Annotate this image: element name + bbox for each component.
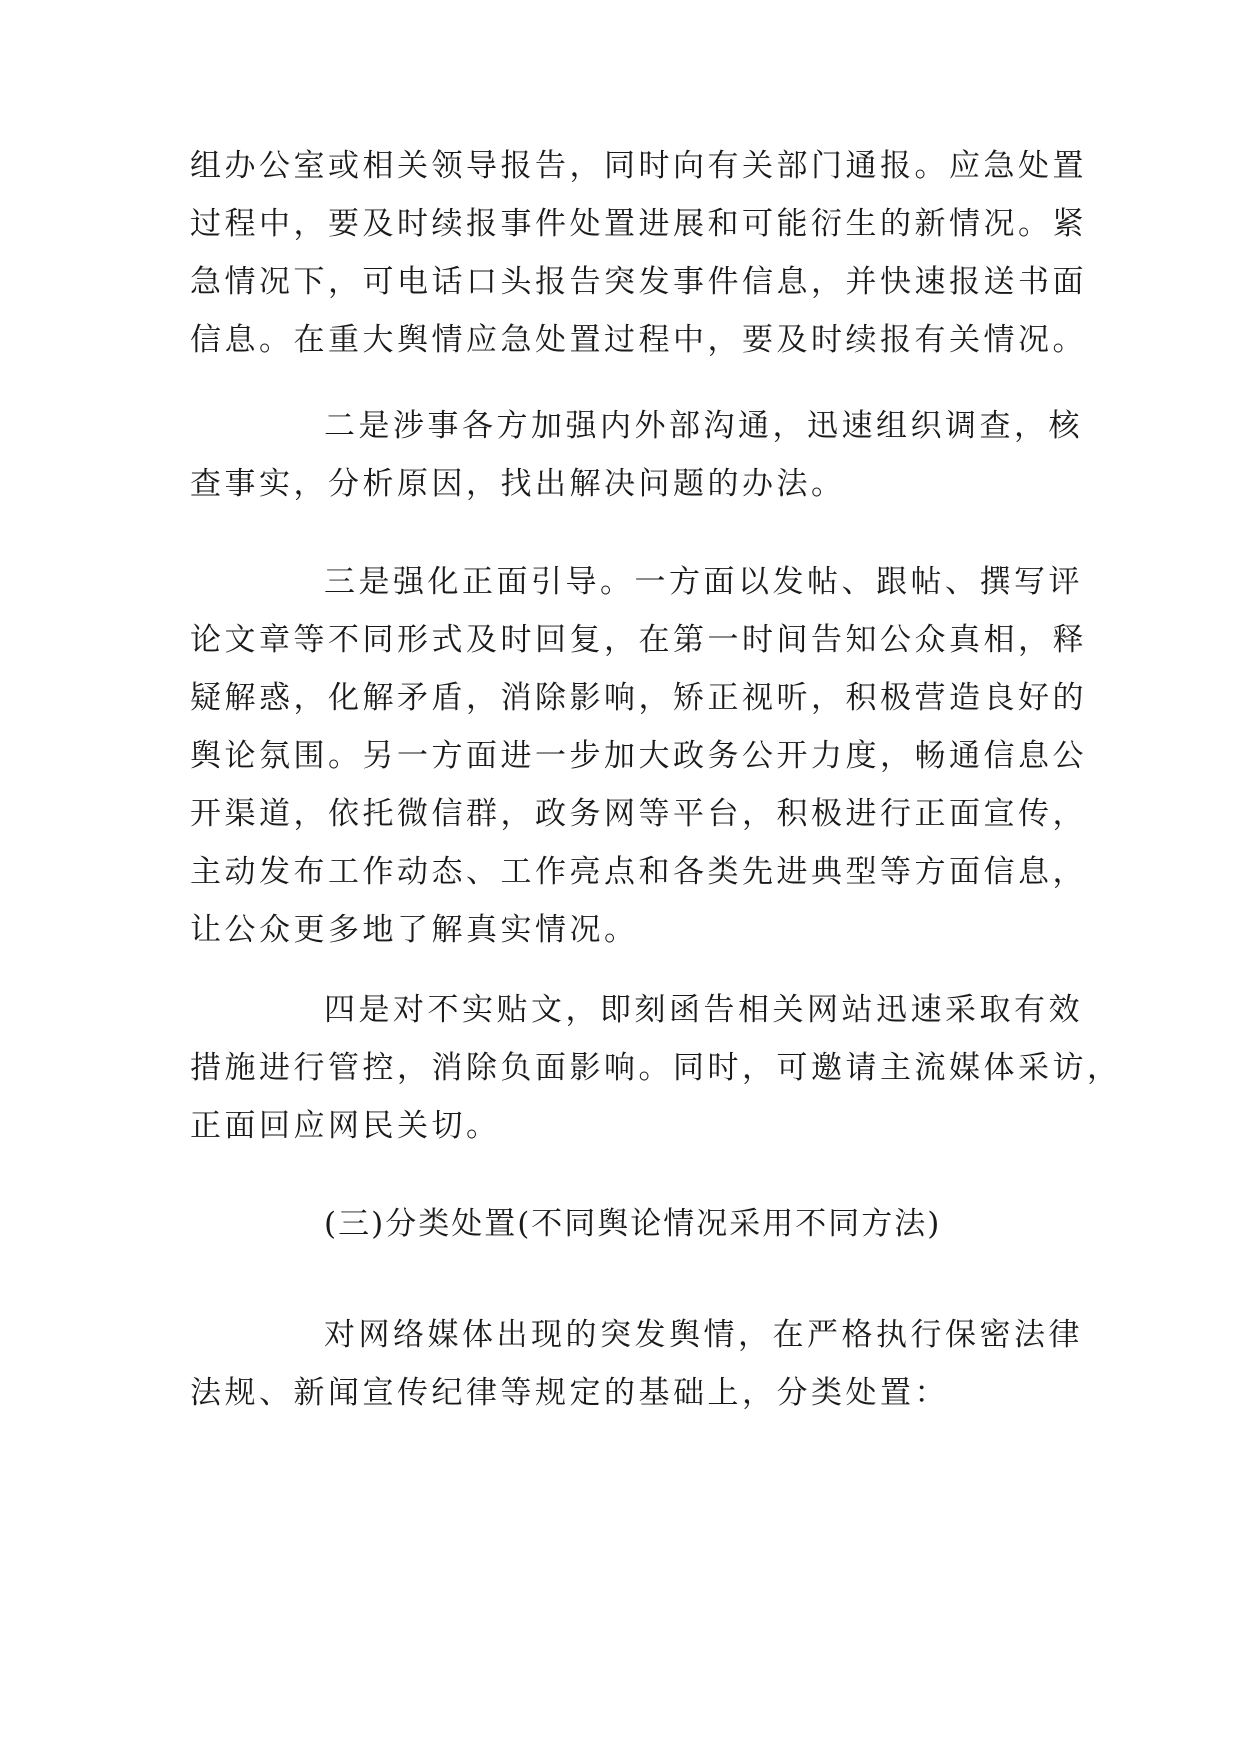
text-line: 论文章等不同形式及时回复，在第一时间告知公众真相，释 bbox=[190, 622, 1087, 658]
text-line: 主动发布工作动态、工作亮点和各类先进典型等方面信息， bbox=[190, 854, 1087, 890]
text-line: 查事实，分析原因，找出解决问题的办法。 bbox=[190, 466, 846, 502]
paragraph-point-two bbox=[190, 397, 1083, 513]
text-line: 三是强化正面引导。一方面以发帖、跟帖、撰写评 bbox=[324, 564, 1083, 600]
text-line: 措施进行管控，消除负面影响。同时，可邀请主流媒体采访， bbox=[190, 1050, 1122, 1086]
section-heading bbox=[190, 1195, 1058, 1253]
text-line: 舆论氛围。另一方面进一步加大政务公开力度，畅通信息公 bbox=[190, 738, 1087, 774]
text-line: 急情况下，可电话口头报告突发事件信息，并快速报送书面 bbox=[190, 264, 1087, 300]
paragraph-point-four bbox=[190, 981, 1122, 1155]
text-line: 开渠道，依托微信群，政务网等平台，积极进行正面宣传， bbox=[190, 796, 1087, 832]
text-line: 信息。在重大舆情应急处置过程中，要及时续报有关情况。 bbox=[190, 322, 1087, 358]
text-line: 四是对不实贴文，即刻函告相关网站迅速采取有效 bbox=[324, 992, 1083, 1028]
text-line: 让公众更多地了解真实情况。 bbox=[190, 912, 639, 948]
text-line: 过程中，要及时续报事件处置进展和可能衍生的新情况。紧 bbox=[190, 206, 1087, 242]
text-line: 组办公室或相关领导报告，同时向有关部门通报。应急处置 bbox=[190, 148, 1087, 184]
paragraph-classified-handling bbox=[190, 1306, 1083, 1422]
section-heading-text: (三)分类处置(不同舆论情况采用不同方法) bbox=[324, 1206, 942, 1242]
paragraph-point-three bbox=[190, 553, 1087, 959]
text-line: 正面回应网民关切。 bbox=[190, 1108, 501, 1144]
text-line: 对网络媒体出现的突发舆情，在严格执行保密法律 bbox=[324, 1317, 1083, 1353]
text-line: 法规、新闻宣传纪律等规定的基础上，分类处置： bbox=[190, 1375, 949, 1411]
text-line: 二是涉事各方加强内外部沟通，迅速组织调查，核 bbox=[324, 408, 1083, 444]
text-line: 疑解惑，化解矛盾，消除影响，矫正视听，积极营造良好的 bbox=[190, 680, 1087, 716]
paragraph-reporting bbox=[190, 137, 1087, 369]
